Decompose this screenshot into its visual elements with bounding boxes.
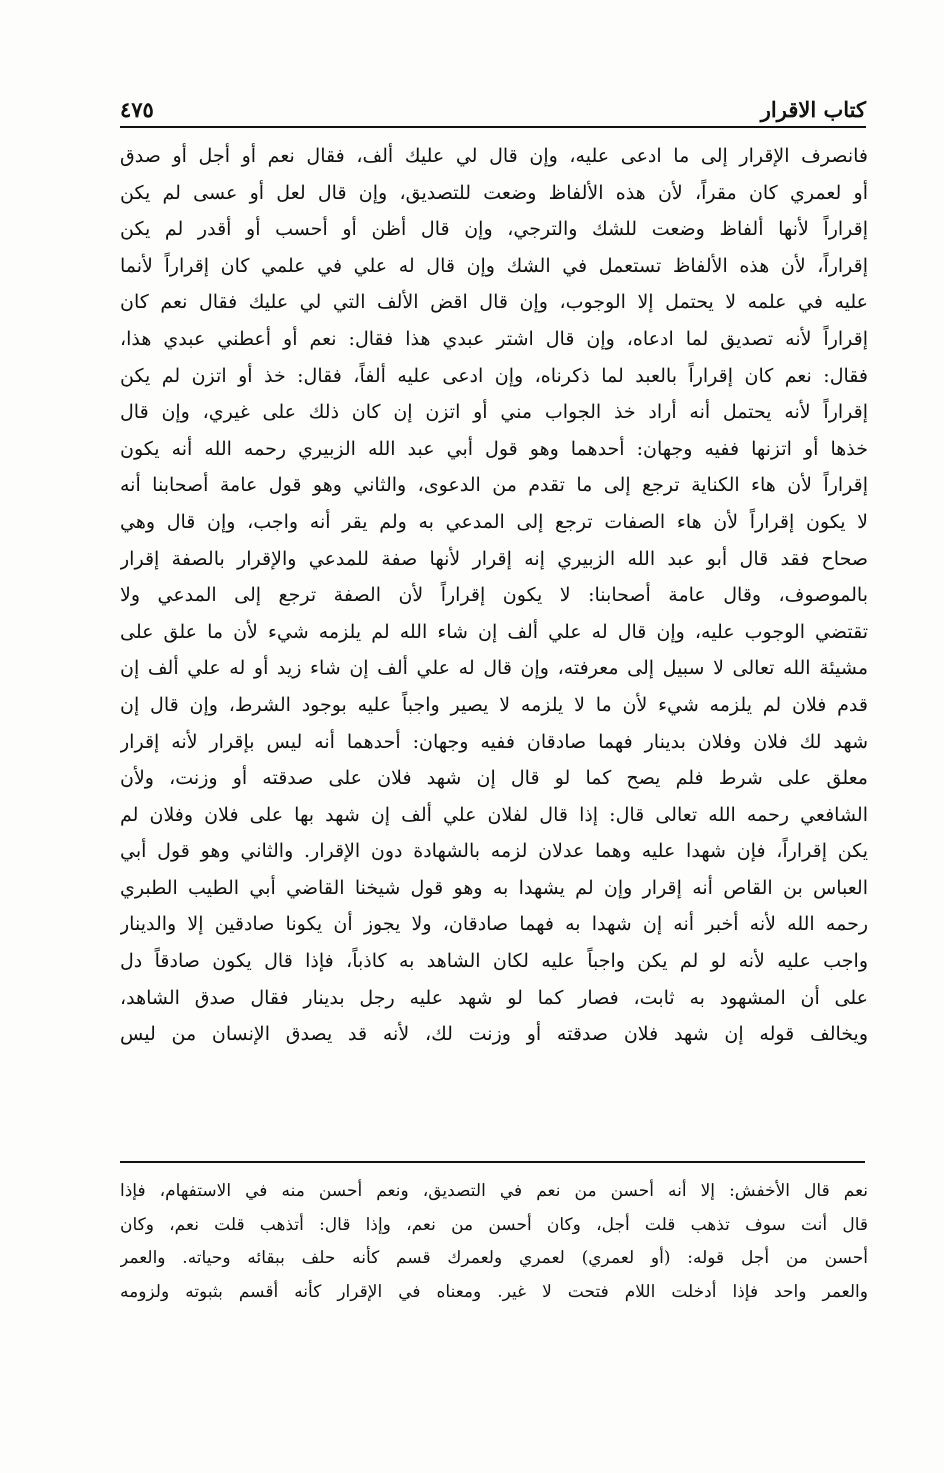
text-line: لا يكون إقراراً لأن هاء الصفات ترجع إلى المدعي به ولم يقر أنه واجب، وإن قال وهي: [120, 510, 868, 533]
text-line: إقراراً لأن هاء الكناية ترجع إلى ما تقدم من الدعوى، والثاني وهو قول عامة أصحابنا أنه: [120, 474, 868, 497]
text-line: العباس بن القاص أنه إقرار وإن لم يشهدا به وهو قول شيخنا القاضي أبي الطيب الطبري: [120, 876, 868, 899]
text-line: معلق على شرط فلم يصح كما لو قال إن شهد فلان على صدقته أو وزنت، ولأن: [120, 767, 868, 790]
page-number: ٤٧٥: [120, 97, 154, 122]
footnotes: [120, 1175, 868, 1309]
text-line: تقتضي الوجوب عليه، وإن قال له علي ألف إن شاء الله لم يلزمه شيء لأن ما علق على: [120, 620, 868, 643]
text-line: فقال: نعم كان إقراراً بالعبد لما ذكرناه، وإن ادعى عليه ألفاً، فقال: خذ أو اتزن لم يكن: [120, 364, 868, 387]
text-line: قدم فلان لم يلزمه شيء لأن ما لا يلزمه لا يصير واجباً عليه بوجود الشرط، وإن قال إن: [120, 693, 868, 716]
page-header: [120, 88, 866, 128]
text-line: بالموصوف، وقال عامة أصحابنا: لا يكون إقراراً لأن الصفة ترجع إلى المدعي ولا: [120, 584, 868, 607]
text-line: إقراراً لأنه تصديق لما ادعاه، وإن قال اشتر عبدي هذا فقال: نعم أو أعطني عبدي هذا،: [120, 327, 868, 350]
main-text: [120, 138, 868, 1053]
footnote-line: أحسن من أجل قوله: (أو لعمري) لعمري ولعمرك قسم كأنه حلف ببقائه وحياته. والعمر: [120, 1248, 868, 1268]
text-line: خذها أو اتزنها ففيه وجهان: أحدهما وهو قول أبي عبد الله الزبيري رحمه الله أنه يكون: [120, 437, 868, 460]
text-line: مشيئة الله تعالى لا سبيل إلى معرفته، وإن قال له علي ألف إن شاء زيد أو له علي ألف إن: [120, 657, 868, 680]
text-line: إقراراً، لأن هذه الألفاظ تستعمل في الشك وإن قال له علي في علمي كان إقراراً لأنما: [120, 254, 868, 277]
text-line: على أن المشهود به ثابت، فصار كما لو شهد عليه رجل بدينار فقال صدق الشاهد،: [120, 986, 868, 1009]
text-line: فانصرف الإقرار إلى ما ادعى عليه، وإن قال لي عليك ألف، فقال نعم أو أجل أو صدق: [120, 145, 868, 167]
running-head: كتاب الاقرار: [760, 97, 866, 122]
footnote-line: قال أنت سوف تذهب قلت أجل، وكان أحسن من نعم، وإذا قال: أتذهب قلت نعم، وكان: [120, 1214, 868, 1235]
footnote-line: نعم قال الأخفش: إلا أنه أحسن من نعم في التصديق، ونعم أحسن منه في الاستفهام، فإذا: [120, 1181, 868, 1201]
text-line: عليه في علمه لا يحتمل إلا الوجوب، وإن قال اقض الألف التي لي عليك فقال نعم كان: [120, 291, 868, 314]
text-line: ويخالف قوله إن شهد فلان صدقته أو وزنت لك، لأنه قد يصدق الإنسان من ليس: [120, 1023, 868, 1046]
text-line: صحاح فقد قال أبو عبد الله الزبيري إنه إقرار لأنها صفة للمدعي والإقرار بالصفة إقرار: [120, 547, 868, 570]
text-line: أو لعمري كان مقراً، لأن هذه الألفاظ وضعت للتصديق، وإن قال لعل أو عسى لم يكن: [120, 181, 868, 204]
text-line: يكن إقراراً، فإن شهدا عليه وهما عدلان لزمه بالشهادة دون الإقرار. والثاني وهو قول أبي: [120, 840, 868, 863]
text-line: الشافعي رحمه الله تعالى قال: إذا قال لفلان علي ألف إن شهد بها على فلان وفلان لم: [120, 803, 868, 826]
footnote-line: والعمر واحد فإذا أدخلت اللام فتحت لا غير. ومعناه في الإقرار كأنه أقسم بثبوته ولزومه: [120, 1281, 868, 1302]
text-line: رحمه الله لأنه أخبر أنه إن شهدا به فهما صادقان، ولا يجوز أن يكونا صادقين إلا والدينار: [120, 913, 868, 936]
text-line: إقراراً لأنها ألفاظ وضعت للشك والترجي، وإن قال أظن أو أحسب أو أقدر لم يكن: [120, 218, 868, 241]
footnote-divider: [120, 1161, 865, 1163]
text-line: شهد لك فلان وفلان بدينار فهما صادقان ففيه وجهان: أحدهما أنه ليس بإقرار لأنه إقرار: [120, 730, 868, 753]
text-line: إقراراً لأنه يحتمل أنه أراد خذ الجواب مني أو اتزن إن كان ذلك على غيري، وإن قال: [120, 401, 868, 424]
text-line: واجب عليه لأنه لو لم يكن واجباً عليه لكان الشاهد به كاذباً، فإذا قال يكون صادقاً دل: [120, 950, 868, 973]
